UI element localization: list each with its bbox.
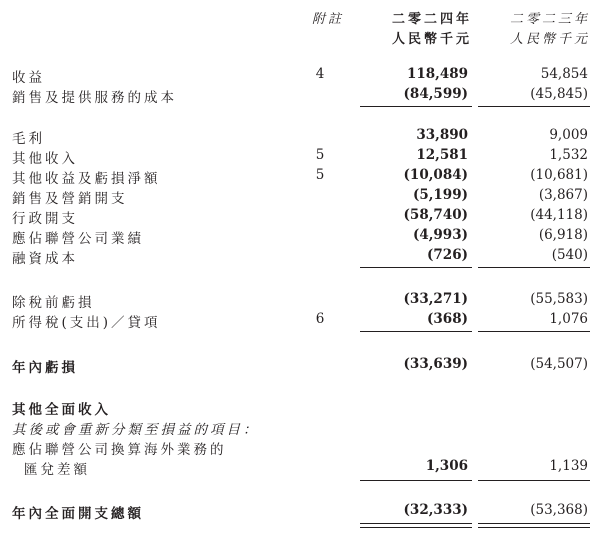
- subtotal-rule: [478, 331, 590, 332]
- row-current-loss-before-tax: (33,271): [403, 291, 468, 307]
- double-underline-bottom: [478, 527, 590, 528]
- row-current-other-income: 12,581: [416, 147, 468, 163]
- row-prior-loss-before-tax: (55,583): [530, 291, 588, 307]
- section-heading-oci: 其他全面收入: [12, 402, 111, 418]
- row-label-loss-before-tax: 除稅前虧損: [12, 295, 95, 311]
- row-label-exchange-diff: 匯兌差額: [24, 462, 90, 478]
- row-prior-cost-of-sales: (45,845): [530, 86, 588, 102]
- row-prior-total-comprehensive: (53,368): [530, 502, 588, 518]
- row-prior-income-tax: 1,076: [549, 311, 588, 327]
- row-prior-admin-expenses: (44,118): [530, 207, 588, 223]
- row-label-income-tax: 所得稅(支出)／貸項: [12, 315, 161, 331]
- row-prior-finance-costs: (540): [551, 247, 588, 263]
- subtotal-rule: [360, 480, 472, 481]
- row-prior-exchange-diff: 1,139: [549, 458, 588, 474]
- row-current-cost-of-sales: (84,599): [403, 86, 468, 102]
- row-note-other-income: 5: [315, 147, 325, 163]
- row-label-revenue: 收益: [12, 70, 45, 86]
- row-label-gross-profit: 毛利: [12, 131, 45, 147]
- row-label-total-comprehensive: 年內全面開支總額: [12, 506, 144, 522]
- subtotal-rule: [478, 106, 590, 107]
- row-note-revenue: 4: [315, 66, 325, 82]
- row-label-exchange-diff-line1: 應佔聯營公司換算海外業務的: [12, 442, 227, 458]
- row-label-admin-expenses: 行政開支: [12, 211, 78, 227]
- double-underline-bottom: [360, 527, 472, 528]
- prior-year-header: 二零二三年: [509, 12, 590, 27]
- row-label-finance-costs: 融資成本: [12, 251, 78, 267]
- row-current-other-gains-losses: (10,084): [403, 167, 468, 183]
- row-prior-share-of-associates: (6,918): [538, 227, 588, 243]
- subheading-reclassify: 其後或會重新分類至損益的項目：: [12, 422, 260, 438]
- row-prior-revenue: 54,854: [540, 66, 588, 82]
- row-current-gross-profit: 33,890: [416, 127, 468, 143]
- row-prior-other-income: 1,532: [549, 147, 588, 163]
- current-year-unit: 人民幣千元: [391, 32, 472, 47]
- double-underline-top: [360, 523, 472, 524]
- row-current-loss-for-year: (33,639): [403, 356, 468, 372]
- row-prior-other-gains-losses: (10,681): [530, 167, 588, 183]
- subtotal-rule: [360, 267, 472, 268]
- row-current-revenue: 118,489: [406, 66, 468, 82]
- current-year-header: 二零二四年: [391, 12, 472, 27]
- row-current-share-of-associates: (4,993): [412, 227, 468, 243]
- row-prior-selling-expenses: (3,867): [538, 187, 588, 203]
- row-current-total-comprehensive: (32,333): [403, 502, 468, 518]
- subtotal-rule: [478, 267, 590, 268]
- row-label-cost-of-sales: 銷售及提供服務的成本: [12, 90, 177, 106]
- row-label-other-income: 其他收入: [12, 151, 78, 167]
- row-current-exchange-diff: 1,306: [425, 458, 468, 474]
- prior-year-unit: 人民幣千元: [509, 32, 590, 47]
- row-note-income-tax: 6: [315, 311, 325, 327]
- row-note-other-gains-losses: 5: [315, 167, 325, 183]
- subtotal-rule: [360, 331, 472, 332]
- row-prior-gross-profit: 9,009: [549, 127, 588, 143]
- row-current-finance-costs: (726): [427, 247, 468, 263]
- row-current-selling-expenses: (5,199): [412, 187, 468, 203]
- row-current-admin-expenses: (58,740): [403, 207, 468, 223]
- row-label-share-of-associates: 應佔聯營公司業績: [12, 231, 144, 247]
- double-underline-top: [478, 523, 590, 524]
- row-label-loss-for-year: 年內虧損: [12, 360, 78, 376]
- note-column-header: 附註: [311, 12, 344, 27]
- row-current-income-tax: (368): [427, 311, 468, 327]
- row-prior-loss-for-year: (54,507): [530, 356, 588, 372]
- row-label-selling-expenses: 銷售及營銷開支: [12, 191, 128, 207]
- subtotal-rule: [360, 106, 472, 107]
- row-label-other-gains-losses: 其他收益及虧損淨額: [12, 171, 161, 187]
- subtotal-rule: [478, 480, 590, 481]
